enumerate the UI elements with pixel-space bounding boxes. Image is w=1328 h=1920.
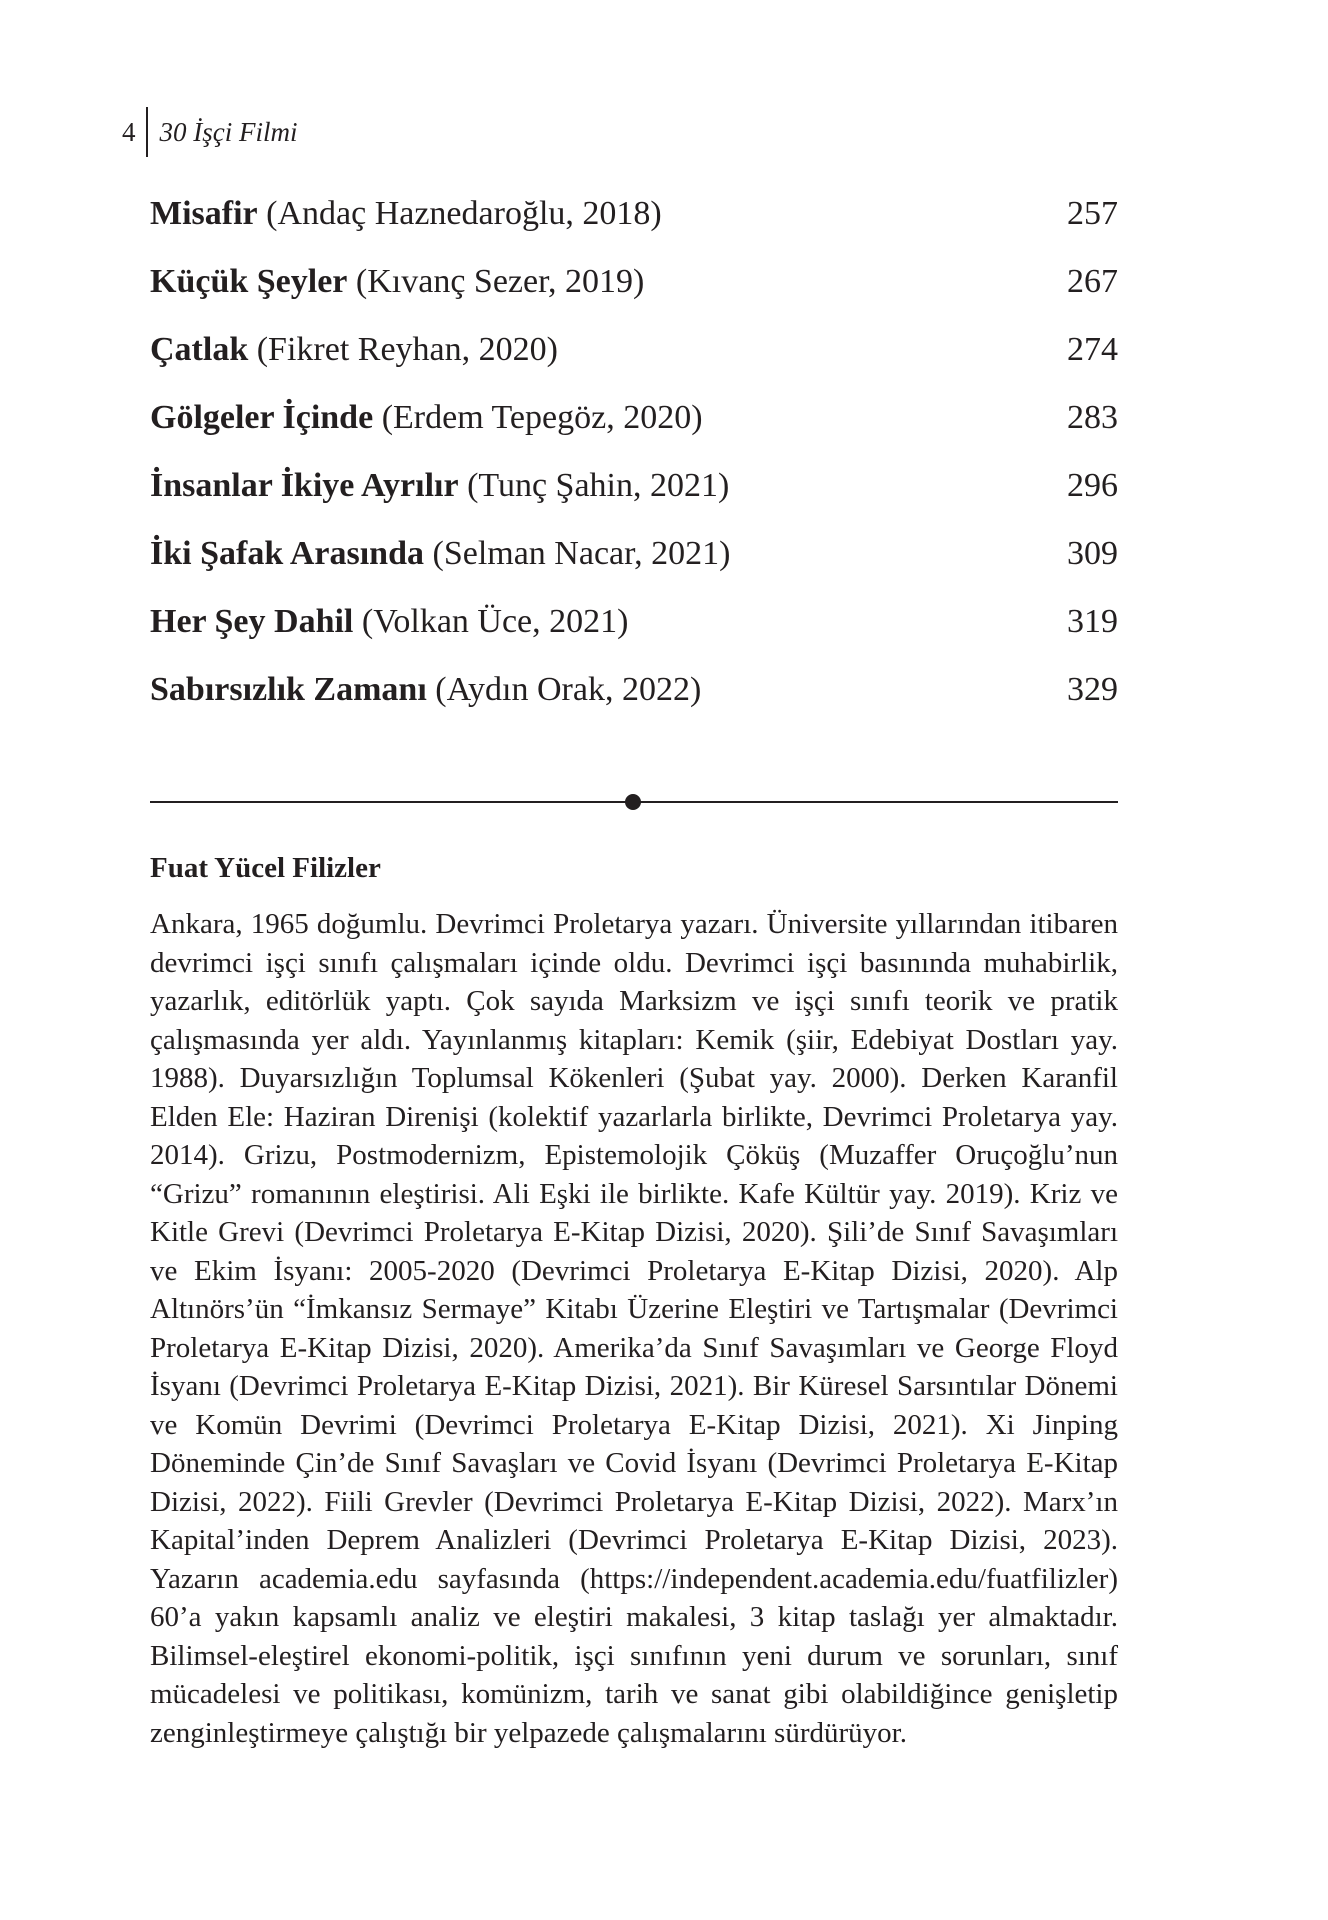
book-title: 30 İşçi Filmi <box>159 116 298 147</box>
toc-entry-title: Misafir <box>150 195 258 232</box>
toc-entry-details: (Aydın Orak, 2022) <box>435 671 702 708</box>
toc-entry-title: Gölgeler İçinde <box>150 399 374 436</box>
toc-entry <box>150 526 1118 594</box>
toc-entry-details: (Selman Nacar, 2021) <box>432 535 731 572</box>
toc-entry-page: 257 <box>1067 195 1118 232</box>
toc-entry-details: (Kıvanç Sezer, 2019) <box>355 263 645 300</box>
table-of-contents <box>150 186 1118 730</box>
toc-entry-title: İki Şafak Arasında <box>150 535 424 572</box>
toc-entry-page: 309 <box>1067 535 1118 572</box>
author-bio: Ankara, 1965 doğumlu. Devrimci Proletarya yazarı. Üniversite yıllarından itibaren devrimci işçi sınıfı çalışmaları içinde oldu. Devrimci işçi basınında muhabirlik, yazarlık, editörlük yaptı. Çok sayıda Marksizm ve işçi sınıfı teorik ve pratik çalışmasında yer aldı. Yayınlanmış kitapları: Kemik (şiir, Edebiyat Dostları yay. 1988). Duyarsızlığın Toplumsal Kökenleri (Şubat yay. 2000). Derken Karanfil Elden Ele: Haziran Direnişi (kolektif yazarlarla birlikte, Devrimci Proletarya yay. 2014). Grizu, Postmodernizm, Epistemolojik Çöküş (Muzaffer Oruçoğlu’nun “Grizu” romanının eleştirisi. Ali Eşki ile birlikte. Kafe Kültür yay. 2019). Kriz ve Kitle Grevi (Devrimci Proletarya E-Kitap Dizisi, 2020). Şili’de Sınıf Savaşımları ve Ekim İsyanı: 2005-2020 (Devrimci Proletarya E-Kitap Dizisi, 2020). Alp Altınörs’ün “İmkansız Sermaye” Kitabı Üzerine Eleştiri ve Tartışmalar (Devrimci Proletarya E-Kitap Dizisi, 2020). Amerika’da Sınıf Savaşımları ve George Floyd İsyanı (Devrimci Proletarya E-Kitap Dizisi, 2021). Bir Küresel Sarsıntılar Dönemi ve Komün Devrimi (Devrimci Proletarya E-Kitap Dizisi, 2021). Xi Jinping Döneminde Çin’de Sınıf Savaşları ve Covid İsyanı (Devrimci Proletarya E-Kitap Dizisi, 2022). Fiili Grevler (Devrimci Proletarya E-Kitap Dizisi, 2022). Marx’ın Kapital’inden Deprem Analizleri (Devrimci Proletarya E-Kitap Dizisi, 2023). Yazarın academia.edu sayfasında (https://independent.academia.edu/fuatfilizler) 60’a yakın kapsamlı analiz ve eleştiri makalesi, 3 kitap taslağı yer almaktadır. Bilimsel-eleştirel ekonomi-politik, işçi sınıfının yeni durum ve sorunları, sınıf mücadelesi ve politikası, komünizm, tarih ve sanat gibi olabildiğince genişletip zenginleştirmeye çalıştığı bir yelpazede çalışmalarını sürdürüyor. <box>150 908 1118 1749</box>
running-head <box>122 110 297 154</box>
toc-entry-title: İnsanlar İkiye Ayrılır <box>150 467 459 504</box>
toc-entry-page: 296 <box>1067 467 1118 504</box>
toc-entry <box>150 322 1118 390</box>
toc-entry-title: Küçük Şeyler <box>150 263 348 300</box>
toc-entry-title: Sabırsızlık Zamanı <box>150 671 427 708</box>
toc-entry <box>150 662 1118 730</box>
toc-entry <box>150 390 1118 458</box>
author-name: Fuat Yücel Filizler <box>150 852 381 884</box>
toc-entry-details: (Volkan Üce, 2021) <box>361 603 629 640</box>
toc-entry-page: 267 <box>1067 263 1118 300</box>
page-number: 4 <box>122 116 136 147</box>
toc-entry-title: Her Şey Dahil <box>150 603 354 640</box>
toc-entry-details: (Erdem Tepegöz, 2020) <box>381 399 703 436</box>
toc-entry-page: 283 <box>1067 399 1118 436</box>
toc-entry-details: (Fikret Reyhan, 2020) <box>256 331 558 368</box>
toc-entry-details: (Andaç Haznedaroğlu, 2018) <box>266 195 662 232</box>
toc-entry-page: 274 <box>1067 331 1118 368</box>
header-divider <box>146 107 148 157</box>
divider-dot-ornament <box>625 794 641 810</box>
toc-entry-page: 329 <box>1067 671 1118 708</box>
toc-entry <box>150 254 1118 322</box>
toc-entry <box>150 594 1118 662</box>
toc-entry-page: 319 <box>1067 603 1118 640</box>
toc-entry-details: (Tunç Şahin, 2021) <box>467 467 730 504</box>
toc-entry <box>150 186 1118 254</box>
toc-entry-title: Çatlak <box>150 331 249 368</box>
toc-entry <box>150 458 1118 526</box>
